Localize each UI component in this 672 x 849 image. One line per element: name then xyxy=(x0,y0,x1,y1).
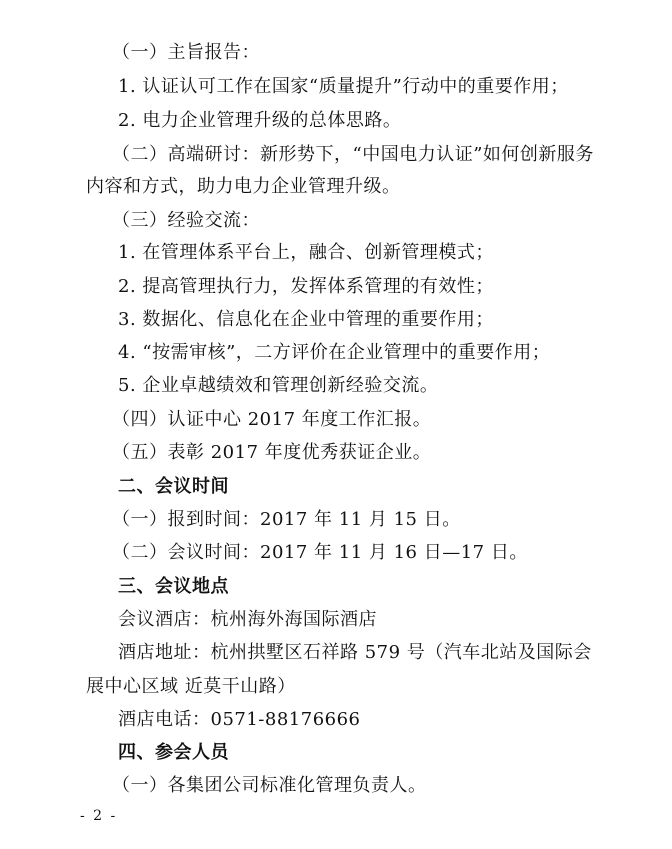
paragraph-continuation: 内容和方式，助力电力企业管理升级。 xyxy=(86,176,401,197)
registration-time: （一）报到时间：2017 年 11 月 15 日。 xyxy=(112,509,461,530)
venue-address: 酒店地址：杭州拱墅区石祥路 579 号（汽车北站及国际会 xyxy=(118,642,592,663)
section-item-exchange: （三）经验交流： xyxy=(112,210,260,231)
venue-address-continuation: 展中心区域 近莫干山路） xyxy=(86,676,296,697)
section-item-report: （四）认证中心 2017 年度工作汇报。 xyxy=(112,409,432,430)
section-item-keynote: （一）主旨报告： xyxy=(112,42,260,63)
list-item: 2. 电力企业管理升级的总体思路。 xyxy=(118,110,402,131)
list-item: 5. 企业卓越绩效和管理创新经验交流。 xyxy=(118,375,439,396)
page-number: - 2 - xyxy=(80,808,118,824)
meeting-time: （二）会议时间：2017 年 11 月 16 日—17 日。 xyxy=(112,542,528,563)
heading-attendees: 四、参会人员 xyxy=(118,742,229,763)
heading-meeting-time: 二、会议时间 xyxy=(118,476,229,497)
section-item-discussion: （二）高端研讨：新形势下，“中国电力认证”如何创新服务 xyxy=(112,144,594,165)
venue-phone: 酒店电话：0571-88176666 xyxy=(118,709,361,730)
list-item: 2. 提高管理执行力，发挥体系管理的有效性； xyxy=(118,276,494,297)
list-item: 3. 数据化、信息化在企业中管理的重要作用； xyxy=(118,309,494,330)
list-item: 1. 认证认可工作在国家“质量提升”行动中的重要作用； xyxy=(118,76,569,97)
list-item: 4. “按需审核”，二方评价在企业管理中的重要作用； xyxy=(118,342,551,363)
attendee-item: （一）各集团公司标准化管理负责人。 xyxy=(112,775,427,796)
list-item: 1. 在管理体系平台上，融合、创新管理模式； xyxy=(118,242,494,263)
section-item-award: （五）表彰 2017 年度优秀获证企业。 xyxy=(112,442,432,463)
venue-hotel: 会议酒店：杭州海外海国际酒店 xyxy=(118,609,377,630)
heading-meeting-venue: 三、会议地点 xyxy=(118,576,229,597)
